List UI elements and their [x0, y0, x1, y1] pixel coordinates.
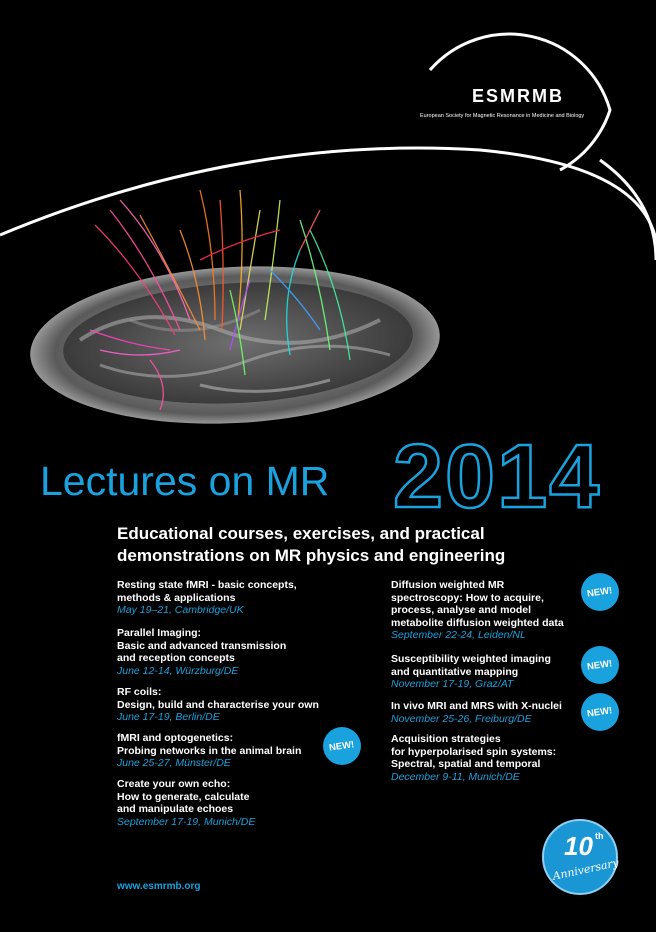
- course-item: [391, 700, 562, 725]
- new-badge: NEW!: [581, 693, 619, 731]
- course-item: [117, 686, 319, 724]
- anniversary-badge: [542, 819, 618, 895]
- course-item: [391, 653, 551, 691]
- anniversary-number: 10: [564, 831, 593, 861]
- course-name: Parallel Imaging: Basic and advanced transmission and reception concepts: [117, 627, 287, 664]
- course-date: June 17-19, Berlin/DE: [117, 711, 220, 723]
- course-name: Resting state fMRI - basic concepts, methods & applications: [117, 579, 297, 604]
- course-item: [117, 778, 255, 828]
- course-name: fMRI and optogenetics: Probing networks in the animal brain: [117, 732, 302, 757]
- course-name: Create your own echo: How to generate, calculate and manipulate echoes: [117, 778, 250, 815]
- course-name: RF coils: Design, build and characterise your own: [117, 686, 319, 711]
- course-date: November 17-19, Graz/AT: [391, 678, 514, 690]
- course-name: Susceptibility weighted imaging and quantitative mapping: [391, 653, 551, 678]
- subtitle: Educational courses, exercises, and practical demonstrations on MR physics and engineering: [117, 524, 506, 565]
- course-name: Acquisition strategies for hyperpolarised spin systems: Spectral, spatial and temporal: [391, 733, 557, 770]
- course-date: September 17-19, Munich/DE: [117, 815, 256, 828]
- anniversary-suffix: th: [595, 831, 604, 841]
- page-title: Lectures on MR: [40, 458, 330, 504]
- course-item: [391, 579, 564, 642]
- anniversary-word: Anniversary: [551, 856, 620, 883]
- course-date: November 25-26, Freiburg/DE: [391, 712, 532, 725]
- course-date: June 25-27, Münster/DE: [117, 757, 231, 769]
- year-title: 2014: [393, 427, 602, 527]
- website-link[interactable]: www.esmrmb.org: [117, 881, 201, 892]
- brain-image: [26, 256, 444, 433]
- new-badge: NEW!: [581, 573, 619, 611]
- course-name: In vivo MRI and MRS with X-nuclei: [391, 700, 562, 712]
- course-date: September 22-24, Leiden/NL: [391, 629, 526, 641]
- course-item: [117, 579, 297, 617]
- course-date: June 12-14, Würzburg/DE: [117, 664, 239, 677]
- course-date: December 9-11, Munich/DE: [391, 770, 520, 783]
- logo-full-name: European Society for Magnetic Resonance in Medicine and Biology: [420, 113, 585, 119]
- course-item: [391, 733, 556, 783]
- course-item: [117, 732, 301, 770]
- course-date: May 19–21, Cambridge/UK: [117, 604, 244, 616]
- new-badge: NEW!: [323, 727, 361, 765]
- logo-acronym: ESMRMB: [472, 86, 564, 106]
- new-badge: NEW!: [581, 646, 619, 684]
- course-item: [117, 627, 286, 677]
- course-name: Diffusion weighted MR spectroscopy: How to acquire, process, analyse and model metabolite diffusion weighted data: [391, 579, 564, 629]
